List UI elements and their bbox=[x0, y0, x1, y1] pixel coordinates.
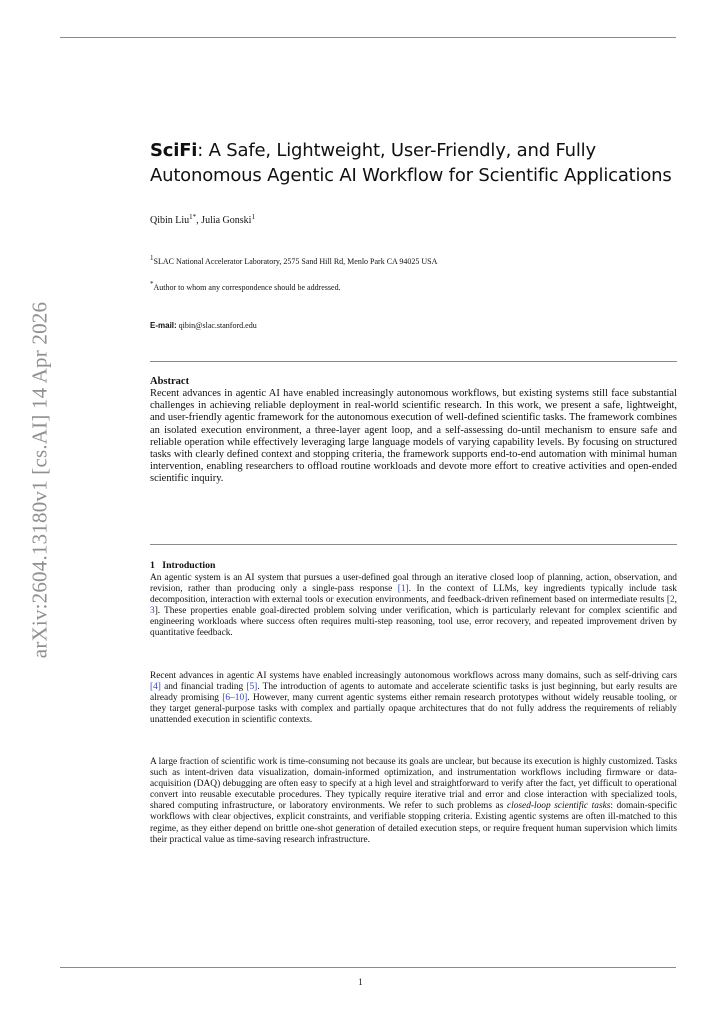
intro-paragraph-2 bbox=[150, 671, 677, 726]
author-list: Qibin Liu$^{1*}$, Julia Gonski$^1$ bbox=[150, 213, 255, 226]
paragraph-text: and financial trading bbox=[160, 682, 247, 693]
paper-title-rest: : A Safe, Lightweight, User-Friendly, and Fully Autonomous Agentic AI Workflow for Scientific Applications bbox=[150, 140, 672, 186]
paragraph-text: : domain-specific workflows with clear objectives, explicit constraints, and verifiable stopping criteria. Existing agentic systems are often ill-matched to this regime, as they either depend on brittle one-shot generation of detailed execution steps, or require frequent human supervision which limits their practical value as time-saving research infrastructure. bbox=[150, 801, 677, 845]
abstract-heading: Abstract bbox=[150, 376, 190, 387]
paragraph-text: Recent advances in agentic AI systems have enabled increasingly autonomous workflows across many domains, such as self-driving cars bbox=[150, 671, 677, 681]
bottom-rule bbox=[60, 967, 676, 968]
abstract-bottom-rule bbox=[150, 544, 677, 545]
citation-link[interactable]: [1] bbox=[397, 584, 409, 595]
citation-link[interactable]: [4] bbox=[150, 682, 161, 693]
affiliation-text: SLAC National Accelerator Laboratory, 2575 Sand Hill Rd, Menlo Park CA 94025 USA bbox=[153, 257, 438, 266]
affiliation bbox=[150, 254, 437, 266]
paper-title bbox=[150, 138, 690, 188]
correspondence-marker: * bbox=[150, 280, 154, 288]
section-heading-introduction bbox=[150, 560, 215, 571]
paragraph-text: An agentic system is an AI system that pursues a user-defined goal through an iterative closed loop of planning, action, observation, and revision, rather than producing only a single-pass response bbox=[150, 573, 677, 595]
affiliation-marker: 1 bbox=[150, 254, 154, 262]
citation-link[interactable]: 2 bbox=[669, 595, 675, 606]
paragraph-text: . The introduction of agents to automate and accelerate scientific tasks is just beginning, but early results are already promising bbox=[150, 682, 677, 704]
intro-paragraph-1 bbox=[150, 573, 677, 640]
citation-link[interactable]: [5] bbox=[246, 682, 258, 693]
email-line bbox=[150, 321, 257, 330]
author-name: Qibin Liu bbox=[150, 215, 190, 226]
author-affiliation-marker: 1* bbox=[189, 213, 197, 221]
correspondence-note bbox=[150, 280, 341, 292]
abstract-body: Recent advances in agentic AI have enabled increasingly autonomous workflows, but existing systems still face substantial challenges in achieving reliable deployment in real-world scientific research. In this work, we present a safe, lightweight, and user-friendly agentic framework for the autonomous execution of well-defined scientific tasks. The framework combines an isolated execution environment, a three-layer agent loop, and a self-assessing do-until mechanism to ensure safe and reliable operation while effectively leveraging large language models of varying capability levels. By focusing on structured tasks with clearly defined context and stopping criteria, the framework supports end-to-end automation with minimal human intervention, enabling researchers to offload routine workloads and devote more effort to creative activities and open-ended scientific inquiry. bbox=[150, 388, 677, 485]
correspondence-text: Author to whom any correspondence should be addressed. bbox=[153, 283, 341, 292]
citation-link[interactable]: [6–10] bbox=[222, 693, 248, 704]
abstract-top-rule bbox=[150, 361, 677, 362]
paragraph-text: A large fraction of scientific work is time-consuming not because its goals are unclear, but because its execution is highly customized. Tasks such as intent-driven data visualization, domain-informed optimization, and instrumentation workflows including firmware or data-acquisition (DAQ) debugging are often easy to specify at a high level and straightforward to verify after the fact, yet difficult to operational convert into reusable executable procedures. They typically require iterative trial and error and close interaction with specialized tools, shared computing infrastructure, or laboratory environments. We refer to such problems as bbox=[150, 757, 677, 812]
email-label: E-mail: bbox=[150, 321, 177, 330]
page-number: 1 bbox=[358, 977, 363, 987]
citation-link[interactable]: 3 bbox=[150, 606, 155, 617]
author-name: Julia Gonski bbox=[201, 215, 252, 226]
arxiv-identifier-stamp: arXiv:2604.13180v1 [cs.AI] 14 Apr 2026 bbox=[27, 301, 52, 659]
top-rule bbox=[60, 37, 676, 38]
paragraph-text: . In the context of LLMs, key ingredients typically include task decomposition, interaction with external tools or execution environments, and feedback-driven refinement based on intermediate results [ bbox=[150, 584, 677, 606]
email-address[interactable]: qibin@slac.stanford.edu bbox=[178, 321, 257, 330]
paragraph-text: , bbox=[674, 595, 677, 606]
section-number: 1 bbox=[150, 560, 155, 571]
intro-paragraph-3 bbox=[150, 757, 677, 846]
paragraph-text: . However, many current agentic systems either remain research prototypes without widely reusable tooling, or they target general-purpose tasks with complex and partially opaque architectures that do not fully address the requirements of reliably unattended execution in scientific contexts. bbox=[150, 693, 678, 726]
author-affiliation-marker: 1 bbox=[251, 213, 255, 221]
emphasized-term: closed-loop scientific tasks bbox=[506, 801, 611, 812]
paragraph-text: ]. These properties enable goal-directed problem solving under verification, which is particularly relevant for complex scientific and engineering workloads where success often requires multi-step reasoning, tool use, error recovery, and repeated improvement driven by quantitative feedback. bbox=[150, 606, 677, 639]
section-title: Introduction bbox=[162, 560, 216, 571]
paper-title-name: SciFi bbox=[150, 140, 198, 161]
